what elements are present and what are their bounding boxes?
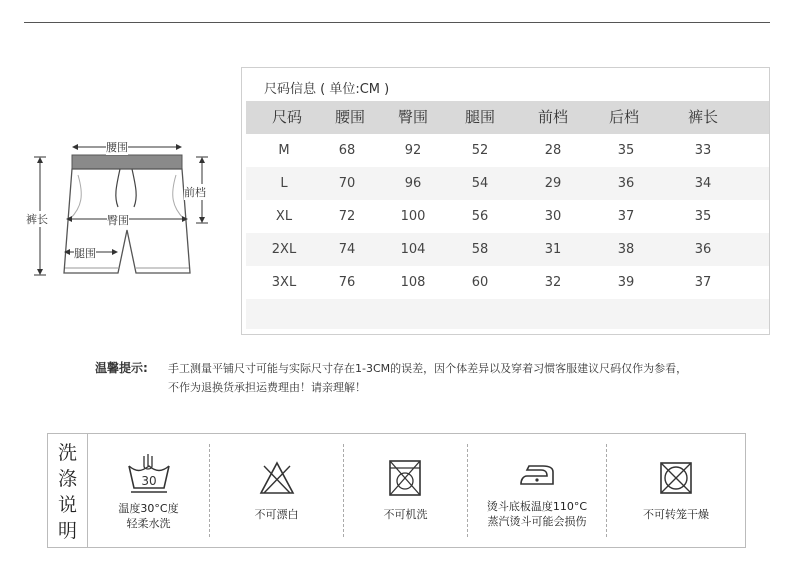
- wash-30-gentle-icon: [126, 452, 172, 496]
- cell-thigh: 54: [471, 176, 489, 191]
- cell-back-rise: 37: [617, 209, 635, 224]
- cell-thigh: 60: [471, 275, 489, 290]
- cell-back-rise: 38: [617, 242, 635, 257]
- cell-front-rise: 32: [544, 275, 562, 290]
- care-label-line-1: 烫斗底板温度110°C: [486, 500, 588, 513]
- cell-hip: 92: [404, 143, 422, 158]
- size-table-header: [246, 101, 769, 134]
- header-waist: 腰围: [334, 108, 365, 126]
- washing-instructions-title: [48, 434, 88, 547]
- care-item-no-bleach: [210, 434, 343, 547]
- thigh-label: 腿围: [74, 247, 96, 260]
- cell-front-rise: 30: [544, 209, 562, 224]
- care-item-no-machine-wash: [344, 434, 467, 547]
- no-tumble-dry-icon: [658, 460, 694, 496]
- cell-size: L: [280, 176, 288, 191]
- table-row: [246, 200, 769, 233]
- table-row: [246, 233, 769, 266]
- care-item-no-tumble-dry: [607, 434, 745, 547]
- no-bleach-icon: [258, 460, 296, 496]
- cell-waist: 74: [338, 242, 356, 257]
- title-char: 说: [57, 494, 77, 516]
- header-thigh: 腿围: [464, 108, 495, 126]
- care-label-line-2: 蒸汽烫斗可能会损伤: [487, 515, 587, 528]
- cell-length: 33: [694, 143, 712, 158]
- care-item-iron: [468, 434, 606, 547]
- length-label: 裤长: [26, 213, 48, 226]
- header-size: 尺码: [271, 108, 302, 126]
- title-char: 明: [57, 520, 77, 542]
- cell-waist: 72: [338, 209, 356, 224]
- front-rise-label: 前档: [184, 186, 206, 199]
- table-row: [246, 266, 769, 299]
- iron-icon: [517, 462, 557, 488]
- table-row: [246, 134, 769, 167]
- cell-length: 35: [694, 209, 712, 224]
- cell-hip: 104: [400, 242, 426, 257]
- header-back-rise: 后档: [608, 108, 639, 126]
- care-label-line-1: 不可机洗: [383, 508, 428, 521]
- cell-back-rise: 36: [617, 176, 635, 191]
- header-hip: 臀围: [397, 108, 428, 126]
- care-item-wash: [88, 434, 209, 547]
- shorts-illustration: [20, 135, 230, 285]
- cell-waist: 70: [338, 176, 356, 191]
- header-front-rise: 前档: [537, 108, 568, 126]
- cell-front-rise: 31: [544, 242, 562, 257]
- cell-length: 37: [694, 275, 712, 290]
- cell-hip: 96: [404, 176, 422, 191]
- cell-hip: 100: [400, 209, 426, 224]
- cell-thigh: 52: [471, 143, 489, 158]
- size-table: [241, 67, 770, 335]
- wash-temperature: 30: [141, 474, 157, 488]
- cell-thigh: 58: [471, 242, 489, 257]
- care-label-line-1: 不可转笼干燥: [643, 508, 709, 521]
- hip-label: 臀围: [107, 214, 129, 227]
- cell-hip: 108: [400, 275, 426, 290]
- cell-waist: 76: [338, 275, 356, 290]
- cell-size: M: [278, 143, 290, 158]
- cell-size: XL: [275, 209, 293, 224]
- washing-instructions-panel: [47, 433, 746, 548]
- shorts-measurement-diagram: [20, 135, 230, 285]
- cell-size: 3XL: [271, 275, 297, 290]
- care-label-line-1: 不可漂白: [254, 508, 299, 521]
- notice-text-line-1: 手工测量平铺尺寸可能与实际尺寸存在1-3CM的误差，因个体差异以及穿着习惯客服建议尺码仅作为参看，: [168, 362, 688, 375]
- table-empty-row: [246, 299, 769, 329]
- table-row: [246, 167, 769, 200]
- notice-label: 温馨提示:: [95, 361, 148, 375]
- cell-front-rise: 28: [544, 143, 562, 158]
- care-label-line-2: 轻柔水洗: [126, 517, 171, 530]
- cell-front-rise: 29: [544, 176, 562, 191]
- header-length: 裤长: [687, 108, 718, 126]
- cell-back-rise: 35: [617, 143, 635, 158]
- title-char: 洗: [57, 442, 77, 464]
- cell-size: 2XL: [271, 242, 297, 257]
- cell-length: 36: [694, 242, 712, 257]
- top-divider: [24, 22, 770, 23]
- cell-waist: 68: [338, 143, 356, 158]
- no-machine-wash-icon: [387, 458, 423, 498]
- notice-text-line-2: 不作为退换货承担运费理由！请亲理解！: [168, 381, 366, 394]
- care-label-line-1: 温度30°C度: [118, 502, 179, 515]
- cell-back-rise: 39: [617, 275, 635, 290]
- waist-label: 腰围: [106, 141, 128, 154]
- title-char: 涤: [57, 468, 77, 490]
- size-table-title: 尺码信息 ( 单位:CM ): [264, 82, 390, 97]
- cell-thigh: 56: [471, 209, 489, 224]
- cell-length: 34: [694, 176, 712, 191]
